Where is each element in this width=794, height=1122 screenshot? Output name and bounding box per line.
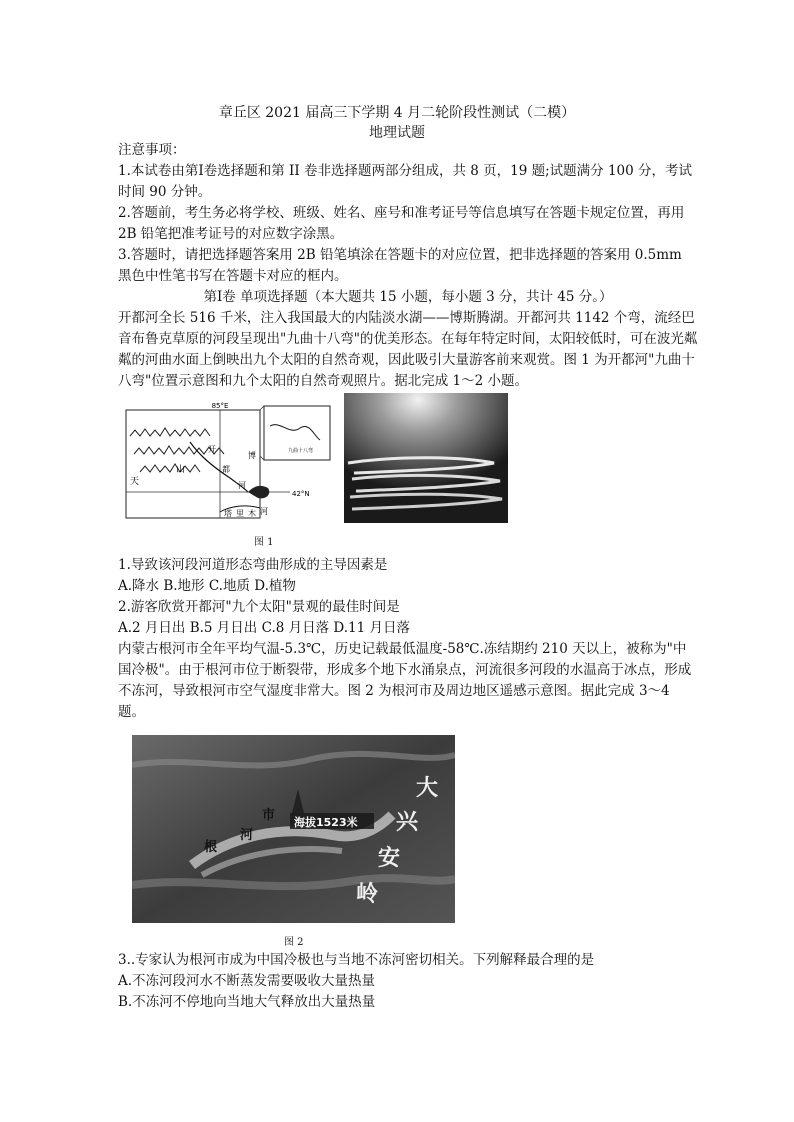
map-char-tian: 天 bbox=[130, 477, 140, 487]
fig2-label-an: 安 bbox=[378, 846, 401, 871]
map-char-du: 都 bbox=[222, 465, 230, 474]
figure-2-caption: 图 2 bbox=[284, 937, 304, 948]
map-char-bo: 博 bbox=[248, 451, 256, 460]
question-3-option-b: B.不冻河不停地向当地大气释放出大量热量 bbox=[118, 994, 376, 1010]
notice-item-3: 3.答题时，请把选择题答案用 2B 铅笔填涂在答题卡的对应位置，把非选择题的答案用 0.5mm 黑色中性笔书写在答题卡对应的框内。 bbox=[118, 247, 682, 284]
fig2-label-da: 大 bbox=[416, 776, 439, 801]
figure-2-image bbox=[132, 735, 455, 923]
figure-1-photo bbox=[344, 393, 508, 523]
fig2-label-shi: 市 bbox=[262, 808, 276, 823]
map-lat-label: 42°N bbox=[292, 490, 310, 498]
fig2-label-xing: 兴 bbox=[396, 810, 419, 835]
figure-1-caption: 图 1 bbox=[254, 537, 274, 548]
map-char-li: 里 bbox=[236, 509, 244, 518]
question-2-options: A.2 月日出 B.5 月日出 C.8 月日落 D.11 月日落 bbox=[118, 620, 411, 636]
section-title: 第Ⅰ卷 单项选择题（本大题共 15 小题，每小题 3 分，共计 45 分。） bbox=[203, 289, 613, 305]
question-1-stem: 1.导致该河段河道形态弯曲形成的主导因素是 bbox=[118, 557, 388, 573]
map-char-shan: 山 bbox=[176, 465, 186, 475]
fig2-label-ling: 岭 bbox=[356, 882, 379, 907]
fig2-label-he: 河 bbox=[240, 828, 254, 843]
notice-heading: 注意事项： bbox=[118, 142, 186, 158]
map-char-ta: 塔 bbox=[224, 509, 232, 518]
map-char-he: 河 bbox=[238, 481, 246, 490]
fig2-label-alt: 海拔1523米 bbox=[294, 816, 358, 829]
map-char-he2: 河 bbox=[260, 507, 268, 516]
page-title: 章丘区 2021 届高三下学期 4 月二轮阶段性测试（二模） bbox=[218, 105, 576, 121]
map-inset-label: 九曲十八弯 bbox=[288, 448, 314, 454]
fig2-label-gen: 根 bbox=[204, 840, 218, 855]
notice-item-1: 1.本试卷由第Ⅰ卷选择题和第 II 卷非选择题两部分组成，共 8 页，19 题;试题满分 100 分，考试时间 90 分钟。 bbox=[118, 163, 692, 200]
map-lon-label: 85°E bbox=[211, 402, 229, 410]
question-1-options: A.降水 B.地形 C.地质 D.植物 bbox=[118, 578, 296, 594]
notice-item-2: 2.答题前，考生务必将学校、班级、姓名、座号和准考证号等信息填写在答题卡规定位置，再用 2B 铅笔把准考证号的对应数字涂黑。 bbox=[118, 205, 685, 242]
passage-1: 开都河全长 516 千米，注入我国最大的内陆淡水湖——博斯腾湖。开都河共 1142 个弯，流经巴音布鲁克草原的河段呈现出"九曲十八弯"的优美形态。在每年特定时间，太阳较低时，可在波光粼粼的河曲水面上倒映出九个太阳的自然奇观，因此吸引大量游客前来观赏。图 1 为开都河"九曲十八弯"位置示意图和九个太阳的自然奇观照片。据北完成 1～2 小题。 bbox=[118, 310, 698, 389]
question-2-stem: 2.游客欣赏开都河"九个太阳"景观的最佳时间是 bbox=[118, 599, 400, 615]
passage-2: 内蒙古根河市全年平均气温-5.3℃，历史记载最低温度-58℃.冻结期约 210 天以上，被称为"中国冷极"。由于根河市位于断裂带，形成多个地下水涌泉点，河流很多河段的水温高于冰点，形成不冻河，导致根河市空气湿度非常大。图 2 为根河市及周边地区遥感示意图。据此完成 3～4 题。 bbox=[118, 641, 692, 720]
question-3-option-a: A.不冻河段河水不断蒸发需要吸收大量热量 bbox=[118, 973, 376, 989]
map-char-kai: 开 bbox=[208, 445, 216, 454]
page-subtitle: 地理试题 bbox=[369, 125, 425, 141]
map-char-mu: 木 bbox=[248, 509, 256, 518]
question-3-stem: 3..专家认为根河市成为中国冷极也与当地不冻河密切相关。下列解释最合理的是 bbox=[118, 952, 595, 968]
figure-1-map bbox=[120, 396, 332, 524]
